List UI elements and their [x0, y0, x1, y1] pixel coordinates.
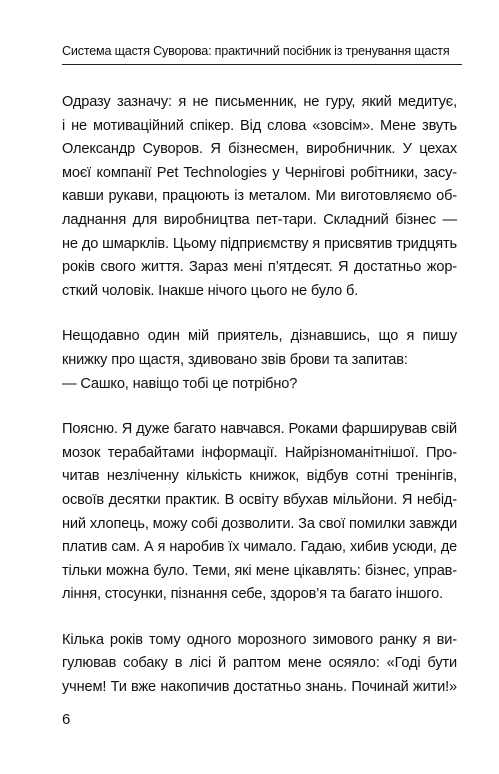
text-line: років свого життя. Зараз мені п’ятдесят. Я достатньо жор-: [62, 259, 457, 276]
paragraph-3: [62, 418, 457, 607]
text-line: і не мотиваційний спікер. Від слова «зовсім». Мене звуть: [62, 117, 457, 134]
page-number: 6: [62, 711, 71, 728]
text-line: Кілька років тому одного морозного зимового ранку я ви-: [62, 631, 457, 648]
text-line: сткий чоловік. Інакше нічого цього не було б.: [62, 282, 359, 299]
body-text: [62, 91, 457, 722]
text-line: ління, стосунки, пізнання себе, здоров’я та багато іншого.: [62, 586, 443, 603]
text-line: моєї компанії Pet Technologies у Чернігові робітники, засу-: [62, 164, 457, 181]
text-line: Олександр Суворов. Я бізнесмен, виробничник. У цехах: [62, 141, 457, 158]
paragraph-2: [62, 325, 457, 396]
text-line: учнем! Ти вже накопичив достатньо знань. Починай жити!»: [62, 679, 457, 696]
paragraph-4: [62, 629, 457, 700]
text-line: тільки можна було. Теми, які мене цікавлять: бізнес, управ-: [62, 562, 457, 579]
text-line: — Сашко, навіщо тобі це потрібно?: [62, 375, 298, 392]
paragraph-1: [62, 91, 457, 303]
text-line: не до шмарклів. Цьому підприємству я присвятив тридцять: [62, 235, 457, 252]
text-line: гулював собаку в лісі й раптом мене осяяло: «Годі бути: [62, 655, 457, 672]
text-line: книжку про щастя, здивовано звів брови та запитав:: [62, 351, 408, 368]
text-line: ний хлопець, можу собі дозволити. За свої помилки завжди: [62, 515, 458, 532]
text-line: читав незліченну кількість книжок, відбув сотні тренінгів,: [62, 468, 457, 485]
text-line: Одразу зазначу: я не письменник, не гуру, який медитує,: [62, 94, 457, 110]
text-line: кавши рукави, працюють із металом. Ми виготовляємо об-: [62, 188, 457, 205]
text-line: Нещодавно один мій приятель, дізнавшись, що я пишу: [62, 328, 457, 345]
text-line: мозок терабайтами інформації. Найрізноманітнішої. Про-: [62, 444, 457, 461]
text-line: платив сам. А я наробив їх чимало. Гадаю, хибив усюди, де: [62, 539, 457, 556]
running-header: Система щастя Суворова: практичний посібник із тренування щастя: [62, 44, 450, 58]
text-line: ладнання для виробництва пет-тари. Складний бізнес —: [62, 211, 457, 228]
text-line: Поясню. Я дуже багато навчався. Роками фарширував свій: [62, 421, 457, 438]
text-line: освоїв десятки практик. В освіту вбухав мільйони. Я небід-: [62, 491, 457, 508]
header-rule: [62, 64, 462, 65]
